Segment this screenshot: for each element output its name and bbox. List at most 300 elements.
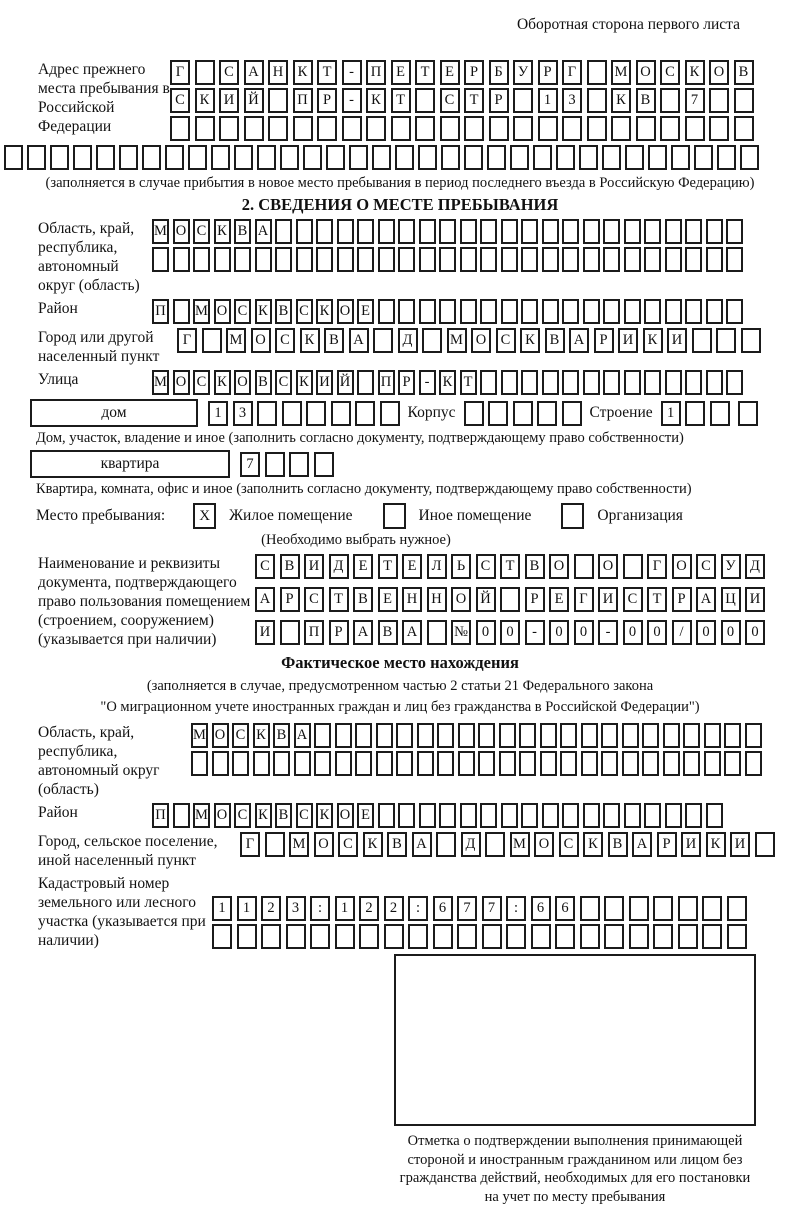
char-cell[interactable]: [27, 145, 46, 170]
char-cell[interactable]: [195, 60, 215, 85]
char-cell[interactable]: [706, 803, 723, 828]
char-cell[interactable]: И: [730, 832, 750, 857]
char-cell[interactable]: М: [191, 723, 208, 748]
char-cell[interactable]: У: [721, 554, 741, 579]
char-cell[interactable]: [255, 247, 272, 272]
char-cell[interactable]: [257, 401, 277, 426]
char-cell[interactable]: -: [598, 620, 618, 645]
char-cell[interactable]: М: [152, 370, 169, 395]
char-cell[interactable]: [741, 328, 761, 353]
char-cell[interactable]: 3: [562, 88, 582, 113]
char-cell[interactable]: Й: [476, 587, 496, 612]
char-cell[interactable]: [642, 751, 659, 776]
char-cell[interactable]: [574, 554, 594, 579]
char-cell[interactable]: К: [611, 88, 631, 113]
char-cell[interactable]: [458, 751, 475, 776]
char-cell[interactable]: К: [685, 60, 705, 85]
char-cell[interactable]: [261, 924, 281, 949]
char-cell[interactable]: [706, 247, 723, 272]
char-cell[interactable]: [629, 924, 649, 949]
char-cell[interactable]: [678, 924, 698, 949]
char-cell[interactable]: [296, 247, 313, 272]
char-cell[interactable]: Т: [464, 88, 484, 113]
char-cell[interactable]: -: [525, 620, 545, 645]
char-cell[interactable]: О: [598, 554, 618, 579]
char-cell[interactable]: К: [520, 328, 540, 353]
char-cell[interactable]: Д: [398, 328, 418, 353]
char-cell[interactable]: О: [314, 832, 334, 857]
char-cell[interactable]: П: [152, 803, 169, 828]
char-cell[interactable]: И: [304, 554, 324, 579]
char-cell[interactable]: [296, 219, 313, 244]
char-cell[interactable]: П: [293, 88, 313, 113]
char-cell[interactable]: П: [152, 299, 169, 324]
char-cell[interactable]: [193, 247, 210, 272]
char-cell[interactable]: [644, 299, 661, 324]
char-cell[interactable]: Т: [415, 60, 435, 85]
char-cell[interactable]: [478, 723, 495, 748]
char-cell[interactable]: С: [170, 88, 190, 113]
char-cell[interactable]: [665, 299, 682, 324]
char-cell[interactable]: Е: [357, 299, 374, 324]
char-cell[interactable]: [685, 247, 702, 272]
char-cell[interactable]: О: [549, 554, 569, 579]
char-cell[interactable]: 7: [685, 88, 705, 113]
char-cell[interactable]: К: [293, 60, 313, 85]
char-cell[interactable]: С: [623, 587, 643, 612]
char-cell[interactable]: [280, 145, 299, 170]
char-cell[interactable]: К: [439, 370, 456, 395]
char-cell[interactable]: [734, 88, 754, 113]
char-cell[interactable]: Т: [317, 60, 337, 85]
char-cell[interactable]: О: [234, 370, 251, 395]
char-cell[interactable]: [745, 723, 762, 748]
char-cell[interactable]: М: [289, 832, 309, 857]
char-cell[interactable]: [706, 299, 723, 324]
char-cell[interactable]: Н: [402, 587, 422, 612]
char-cell[interactable]: А: [255, 587, 275, 612]
char-cell[interactable]: [521, 803, 538, 828]
char-cell[interactable]: [519, 751, 536, 776]
char-cell[interactable]: И: [618, 328, 638, 353]
char-cell[interactable]: [562, 299, 579, 324]
char-cell[interactable]: [306, 401, 326, 426]
char-cell[interactable]: [665, 219, 682, 244]
char-cell[interactable]: [556, 145, 575, 170]
char-cell[interactable]: [734, 116, 754, 141]
char-cell[interactable]: П: [304, 620, 324, 645]
char-cell[interactable]: -: [342, 60, 362, 85]
char-cell[interactable]: [622, 723, 639, 748]
char-cell[interactable]: К: [643, 328, 663, 353]
char-cell[interactable]: 0: [549, 620, 569, 645]
char-cell[interactable]: [581, 723, 598, 748]
char-cell[interactable]: [396, 751, 413, 776]
char-cell[interactable]: [376, 751, 393, 776]
char-cell[interactable]: [710, 401, 730, 426]
char-cell[interactable]: 6: [531, 896, 551, 921]
char-cell[interactable]: О: [471, 328, 491, 353]
char-cell[interactable]: А: [402, 620, 422, 645]
char-cell[interactable]: [119, 145, 138, 170]
char-cell[interactable]: [366, 116, 386, 141]
char-cell[interactable]: Н: [268, 60, 288, 85]
char-cell[interactable]: [376, 723, 393, 748]
char-cell[interactable]: Г: [562, 60, 582, 85]
char-cell[interactable]: [740, 145, 759, 170]
char-cell[interactable]: И: [745, 587, 765, 612]
char-cell[interactable]: [73, 145, 92, 170]
char-cell[interactable]: [310, 924, 330, 949]
char-cell[interactable]: [683, 723, 700, 748]
char-cell[interactable]: [624, 247, 641, 272]
char-cell[interactable]: -: [419, 370, 436, 395]
char-cell[interactable]: Е: [402, 554, 422, 579]
char-cell[interactable]: [644, 247, 661, 272]
char-cell[interactable]: К: [255, 299, 272, 324]
char-cell[interactable]: О: [214, 803, 231, 828]
char-cell[interactable]: 0: [696, 620, 716, 645]
char-cell[interactable]: 1: [212, 896, 232, 921]
char-cell[interactable]: [355, 401, 375, 426]
char-cell[interactable]: С: [234, 299, 251, 324]
char-cell[interactable]: К: [316, 803, 333, 828]
char-cell[interactable]: О: [337, 803, 354, 828]
char-cell[interactable]: [268, 88, 288, 113]
char-cell[interactable]: [583, 803, 600, 828]
char-cell[interactable]: [521, 299, 538, 324]
char-cell[interactable]: Р: [280, 587, 300, 612]
char-cell[interactable]: [709, 88, 729, 113]
char-cell[interactable]: К: [366, 88, 386, 113]
char-cell[interactable]: [316, 247, 333, 272]
char-cell[interactable]: [188, 145, 207, 170]
char-cell[interactable]: :: [310, 896, 330, 921]
char-cell[interactable]: Д: [745, 554, 765, 579]
char-cell[interactable]: [653, 896, 673, 921]
char-cell[interactable]: [480, 247, 497, 272]
char-cell[interactable]: М: [510, 832, 530, 857]
char-cell[interactable]: [439, 247, 456, 272]
char-cell[interactable]: -: [342, 88, 362, 113]
char-cell[interactable]: [408, 924, 428, 949]
char-cell[interactable]: [294, 751, 311, 776]
char-cell[interactable]: [501, 803, 518, 828]
char-cell[interactable]: [540, 751, 557, 776]
char-cell[interactable]: [96, 145, 115, 170]
char-cell[interactable]: [603, 803, 620, 828]
char-cell[interactable]: К: [253, 723, 270, 748]
char-cell[interactable]: [521, 247, 538, 272]
char-cell[interactable]: [644, 370, 661, 395]
char-cell[interactable]: [587, 88, 607, 113]
char-cell[interactable]: [378, 219, 395, 244]
char-cell[interactable]: [562, 247, 579, 272]
char-cell[interactable]: [337, 219, 354, 244]
char-cell[interactable]: [419, 803, 436, 828]
char-cell[interactable]: [665, 370, 682, 395]
char-cell[interactable]: [419, 247, 436, 272]
char-cell[interactable]: /: [672, 620, 692, 645]
char-cell[interactable]: №: [451, 620, 471, 645]
char-cell[interactable]: [50, 145, 69, 170]
char-cell[interactable]: [282, 401, 302, 426]
char-cell[interactable]: А: [696, 587, 716, 612]
char-cell[interactable]: О: [251, 328, 271, 353]
char-cell[interactable]: [692, 328, 712, 353]
char-cell[interactable]: [173, 803, 190, 828]
char-cell[interactable]: [398, 219, 415, 244]
char-cell[interactable]: 3: [233, 401, 253, 426]
char-cell[interactable]: [702, 924, 722, 949]
char-cell[interactable]: 0: [476, 620, 496, 645]
char-cell[interactable]: [542, 370, 559, 395]
char-cell[interactable]: [440, 116, 460, 141]
char-cell[interactable]: [738, 401, 758, 426]
char-cell[interactable]: О: [451, 587, 471, 612]
char-cell[interactable]: [314, 452, 334, 477]
char-cell[interactable]: [191, 751, 208, 776]
char-cell[interactable]: [500, 587, 520, 612]
char-cell[interactable]: [378, 803, 395, 828]
char-cell[interactable]: [685, 401, 705, 426]
char-cell[interactable]: [513, 116, 533, 141]
char-cell[interactable]: 0: [745, 620, 765, 645]
char-cell[interactable]: Ц: [721, 587, 741, 612]
char-cell[interactable]: [603, 299, 620, 324]
char-cell[interactable]: [273, 751, 290, 776]
char-cell[interactable]: [460, 247, 477, 272]
char-cell[interactable]: [625, 145, 644, 170]
char-cell[interactable]: [602, 145, 621, 170]
char-cell[interactable]: Р: [489, 88, 509, 113]
char-cell[interactable]: [436, 832, 456, 857]
char-cell[interactable]: И: [667, 328, 687, 353]
char-cell[interactable]: [372, 145, 391, 170]
char-cell[interactable]: С: [440, 88, 460, 113]
char-cell[interactable]: Р: [672, 587, 692, 612]
char-cell[interactable]: [480, 370, 497, 395]
char-cell[interactable]: [212, 751, 229, 776]
char-cell[interactable]: 6: [555, 896, 575, 921]
char-cell[interactable]: А: [412, 832, 432, 857]
char-cell[interactable]: :: [408, 896, 428, 921]
char-cell[interactable]: [280, 620, 300, 645]
char-cell[interactable]: О: [212, 723, 229, 748]
char-cell[interactable]: [665, 803, 682, 828]
char-cell[interactable]: К: [255, 803, 272, 828]
char-cell[interactable]: М: [226, 328, 246, 353]
other-premises-checkbox[interactable]: [383, 503, 406, 529]
residential-checkbox[interactable]: X: [193, 503, 216, 529]
char-cell[interactable]: [173, 247, 190, 272]
char-cell[interactable]: [521, 219, 538, 244]
char-cell[interactable]: А: [244, 60, 264, 85]
char-cell[interactable]: :: [506, 896, 526, 921]
char-cell[interactable]: В: [234, 219, 251, 244]
char-cell[interactable]: Г: [647, 554, 667, 579]
char-cell[interactable]: Е: [353, 554, 373, 579]
char-cell[interactable]: [480, 299, 497, 324]
char-cell[interactable]: [660, 116, 680, 141]
char-cell[interactable]: [623, 554, 643, 579]
char-cell[interactable]: [478, 751, 495, 776]
char-cell[interactable]: [398, 803, 415, 828]
char-cell[interactable]: [560, 723, 577, 748]
char-cell[interactable]: [237, 924, 257, 949]
char-cell[interactable]: Р: [464, 60, 484, 85]
char-cell[interactable]: [685, 116, 705, 141]
char-cell[interactable]: [460, 219, 477, 244]
char-cell[interactable]: [562, 401, 582, 426]
char-cell[interactable]: [232, 751, 249, 776]
char-cell[interactable]: [234, 145, 253, 170]
char-cell[interactable]: [603, 247, 620, 272]
char-cell[interactable]: [326, 145, 345, 170]
char-cell[interactable]: [391, 116, 411, 141]
char-cell[interactable]: [487, 145, 506, 170]
char-cell[interactable]: [202, 328, 222, 353]
char-cell[interactable]: [286, 924, 306, 949]
char-cell[interactable]: С: [219, 60, 239, 85]
char-cell[interactable]: [663, 751, 680, 776]
char-cell[interactable]: Н: [427, 587, 447, 612]
char-cell[interactable]: Б: [489, 60, 509, 85]
char-cell[interactable]: [678, 896, 698, 921]
char-cell[interactable]: [317, 116, 337, 141]
char-cell[interactable]: [485, 832, 505, 857]
char-cell[interactable]: И: [255, 620, 275, 645]
char-cell[interactable]: 1: [538, 88, 558, 113]
char-cell[interactable]: В: [275, 299, 292, 324]
char-cell[interactable]: Р: [329, 620, 349, 645]
char-cell[interactable]: С: [234, 803, 251, 828]
char-cell[interactable]: [331, 401, 351, 426]
char-cell[interactable]: Р: [657, 832, 677, 857]
char-cell[interactable]: И: [219, 88, 239, 113]
char-cell[interactable]: С: [275, 370, 292, 395]
char-cell[interactable]: [622, 751, 639, 776]
char-cell[interactable]: [644, 803, 661, 828]
char-cell[interactable]: [439, 803, 456, 828]
char-cell[interactable]: [437, 751, 454, 776]
organization-checkbox[interactable]: [561, 503, 584, 529]
char-cell[interactable]: [464, 116, 484, 141]
char-cell[interactable]: [359, 924, 379, 949]
char-cell[interactable]: [579, 145, 598, 170]
char-cell[interactable]: [604, 896, 624, 921]
char-cell[interactable]: С: [496, 328, 516, 353]
char-cell[interactable]: [433, 924, 453, 949]
char-cell[interactable]: С: [338, 832, 358, 857]
char-cell[interactable]: Р: [525, 587, 545, 612]
char-cell[interactable]: Т: [460, 370, 477, 395]
char-cell[interactable]: 1: [237, 896, 257, 921]
char-cell[interactable]: 7: [457, 896, 477, 921]
char-cell[interactable]: Т: [378, 554, 398, 579]
char-cell[interactable]: [357, 370, 374, 395]
char-cell[interactable]: [660, 88, 680, 113]
char-cell[interactable]: [289, 452, 309, 477]
char-cell[interactable]: М: [152, 219, 169, 244]
char-cell[interactable]: [513, 88, 533, 113]
char-cell[interactable]: [724, 751, 741, 776]
char-cell[interactable]: [726, 370, 743, 395]
char-cell[interactable]: К: [583, 832, 603, 857]
char-cell[interactable]: [234, 247, 251, 272]
char-cell[interactable]: 1: [208, 401, 228, 426]
char-cell[interactable]: К: [706, 832, 726, 857]
char-cell[interactable]: [583, 247, 600, 272]
char-cell[interactable]: [419, 299, 436, 324]
char-cell[interactable]: С: [193, 370, 210, 395]
char-cell[interactable]: [257, 145, 276, 170]
char-cell[interactable]: А: [349, 328, 369, 353]
char-cell[interactable]: [583, 219, 600, 244]
char-cell[interactable]: О: [672, 554, 692, 579]
char-cell[interactable]: [275, 219, 292, 244]
char-cell[interactable]: [685, 299, 702, 324]
char-cell[interactable]: 0: [647, 620, 667, 645]
char-cell[interactable]: [611, 116, 631, 141]
char-cell[interactable]: [601, 723, 618, 748]
char-cell[interactable]: [583, 370, 600, 395]
char-cell[interactable]: [704, 751, 721, 776]
char-cell[interactable]: [745, 751, 762, 776]
char-cell[interactable]: 2: [359, 896, 379, 921]
char-cell[interactable]: [501, 370, 518, 395]
char-cell[interactable]: [521, 370, 538, 395]
char-cell[interactable]: И: [598, 587, 618, 612]
char-cell[interactable]: [396, 723, 413, 748]
char-cell[interactable]: Д: [461, 832, 481, 857]
char-cell[interactable]: [211, 145, 230, 170]
char-cell[interactable]: А: [294, 723, 311, 748]
char-cell[interactable]: [357, 219, 374, 244]
char-cell[interactable]: К: [214, 370, 231, 395]
char-cell[interactable]: [219, 116, 239, 141]
char-cell[interactable]: [464, 401, 484, 426]
char-cell[interactable]: Т: [647, 587, 667, 612]
char-cell[interactable]: [537, 401, 557, 426]
char-cell[interactable]: [513, 401, 533, 426]
char-cell[interactable]: [489, 116, 509, 141]
char-cell[interactable]: [583, 299, 600, 324]
char-cell[interactable]: В: [273, 723, 290, 748]
char-cell[interactable]: К: [300, 328, 320, 353]
char-cell[interactable]: О: [214, 299, 231, 324]
char-cell[interactable]: К: [363, 832, 383, 857]
char-cell[interactable]: [395, 145, 414, 170]
char-cell[interactable]: [755, 832, 775, 857]
char-cell[interactable]: [439, 219, 456, 244]
char-cell[interactable]: [437, 723, 454, 748]
char-cell[interactable]: В: [545, 328, 565, 353]
char-cell[interactable]: В: [378, 620, 398, 645]
char-cell[interactable]: [717, 145, 736, 170]
char-cell[interactable]: [624, 803, 641, 828]
char-cell[interactable]: [636, 116, 656, 141]
char-cell[interactable]: [542, 247, 559, 272]
char-cell[interactable]: [603, 370, 620, 395]
char-cell[interactable]: [706, 370, 723, 395]
char-cell[interactable]: [542, 299, 559, 324]
char-cell[interactable]: К: [195, 88, 215, 113]
char-cell[interactable]: [562, 116, 582, 141]
char-cell[interactable]: [726, 299, 743, 324]
char-cell[interactable]: [417, 751, 434, 776]
char-cell[interactable]: [464, 145, 483, 170]
